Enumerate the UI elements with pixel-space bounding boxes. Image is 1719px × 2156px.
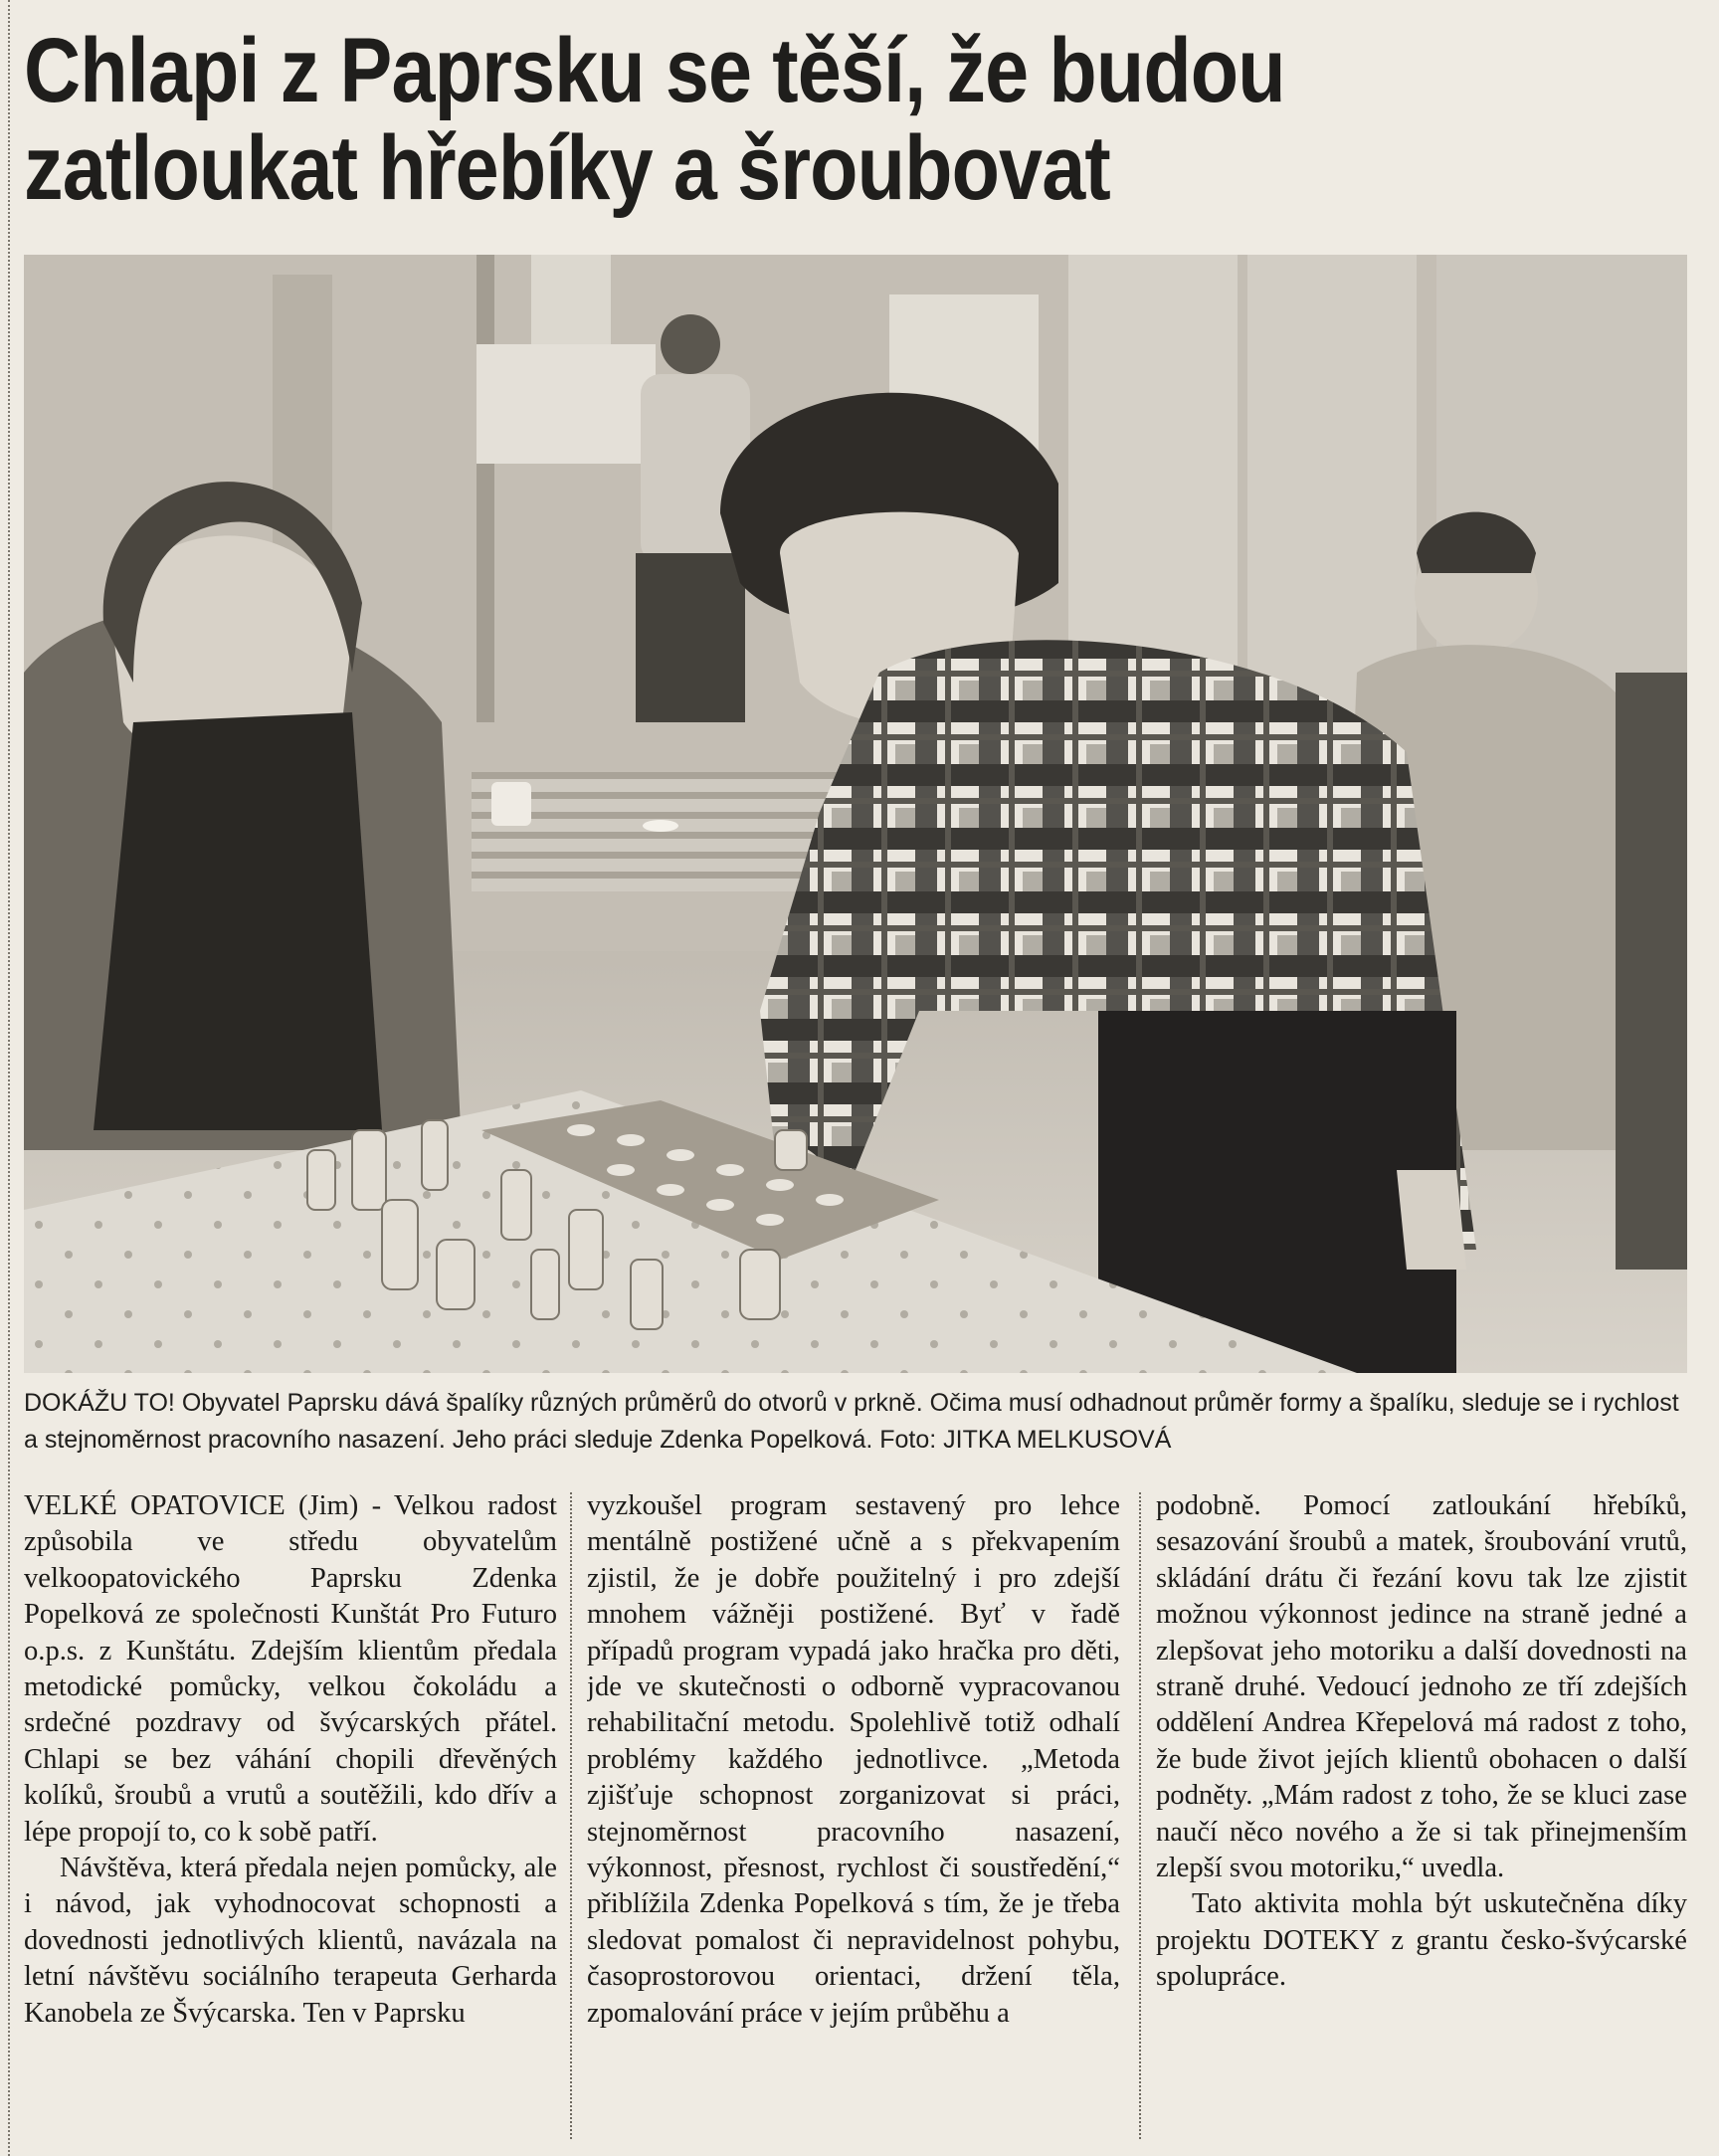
photo-right-person [1616, 673, 1687, 1270]
page-margin-rule [8, 0, 10, 2156]
column-3-paragraph-2: Tato aktivita mohla být uskutečněna díky projektu DOTEKY z grantu česko-švýcarské spolupráce. [1156, 1888, 1687, 1993]
article-column-3 [1156, 1488, 1687, 2135]
article-column-2 [587, 1488, 1120, 2135]
photo-door-frame [477, 255, 494, 722]
photo-woman-scarf [94, 712, 382, 1130]
caption-text: Obyvatel Paprsku dává špalíky různých průměrů do otvorů v prkně. Očima musí odhadnout průměr formy a špalíku, sleduje se i rychlost a stejnoměrnost pracovního nasazení. Jeho práci sleduje Zdenka Popelková. Foto: JITKA MELKUSOVÁ [24, 1389, 1679, 1454]
column-divider [570, 1492, 572, 2139]
photo-mug [491, 782, 531, 826]
bleed-through-text [1560, 10, 1719, 229]
photo-background-person [661, 314, 720, 374]
headline-line-1: Chlapi z Paprsku se těší, že budou [24, 20, 1285, 121]
photo-candle [643, 820, 678, 832]
column-3-paragraph-1: podobně. Pomocí zatloukání hřebíků, sesazování šroubů a matek, šroubování vrutů, skládání drátu či řezání kovu tak lze zjistit možnou výkonnost jedince na straně jedné a zlepšovat jeho motoriku a další dovednosti na straně druhé. Vedoucí jednoho ze tří zdejších oddělení Andrea Křepelová má radost z toho, že bude život jejích klientů obohacen o další podněty. „Mám radost z toho, že se kluci zase naučí něco nového a že si tak přinejmenším zlepší svou motoriku,“ uvedla. [1156, 1490, 1687, 1884]
photo-poster [531, 255, 611, 344]
article-headline [24, 22, 1461, 217]
photo-caption [24, 1385, 1695, 1459]
photo-background-person [636, 553, 745, 722]
column-2-paragraph-1: vyzkoušel program sestavený pro lehce mentálně postižené učně a s překvapením zjistil, že je dobře použitelný i pro zdejší mnohem vážněji postižené. Byť v řadě případů program vypadá jako hračka pro děti, jde ve skutečnosti o odborně vypracovanou rehabilitační metodu. Spolehlivě totiž odhalí problémy každého jednotlivce. „Metoda zjišťuje schopnost zorganizovat si práci, stejnoměrnost pracovního nasazení, výkonnost, přesnost, rychlost či soustředění,“ přiblížila Zdenka Popelková s tím, že je třeba sledovat pomalost či nepravidelnost pohybu, časoprostorovou orientaci, držení těla, zpomalování práce v jejím průběhu a [587, 1490, 1120, 2029]
article-column-1 [24, 1488, 557, 2135]
column-1-paragraph-2: Návštěva, která předala nejen pomůcky, ale i návod, jak vyhodnocovat schopnosti a dovednosti jednotlivých klientů, navázala na letní návštěvu sociálního terapeuta Gerharda Kanobela ze Švýcarska. Ten v Paprsku [24, 1853, 557, 2029]
caption-lead: DOKÁŽU TO! [24, 1389, 175, 1417]
column-1-paragraph-1: VELKÉ OPATOVICE (Jim) - Velkou radost způsobila ve středu obyvatelům velkoopatovického Paprsku Zdenka Popelková ze společnosti Kunštát Pro Futuro o.p.s. z Kunštátu. Zdejším klientům předala metodické pomůcky, velkou čokoládu a srdečné pozdravy od švýcarských přátel. Chlapi se bez váhání chopili dřevěných kolíků, šroubů a vrutů a soutěžili, kdo dřív a lépe propojí to, co k sobě patří. [24, 1490, 557, 1848]
photo-man-left-hand [1397, 1170, 1466, 1270]
column-divider [1139, 1492, 1141, 2139]
headline-line-2: zatloukat hřebíky a šroubovat [24, 117, 1110, 219]
photo-poster [477, 344, 656, 464]
article-photo [24, 255, 1687, 1373]
